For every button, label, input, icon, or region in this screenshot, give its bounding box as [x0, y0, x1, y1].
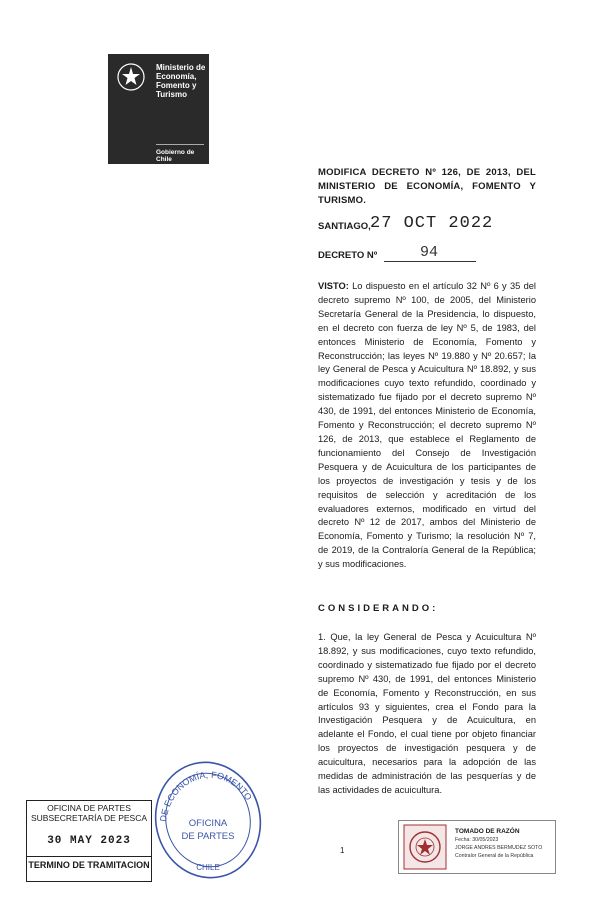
- decree-date: 27 OCT 2022: [370, 214, 494, 233]
- ministry-line: Fomento y: [156, 81, 197, 90]
- svg-text:DE ECONOMÍA, FOMENTO: [158, 770, 254, 823]
- oficina-partes-round-stamp: [148, 752, 268, 882]
- razon-title: TOMADO DE RAZÓN: [455, 828, 520, 835]
- stamp-bottom-text: CHILE: [196, 863, 220, 872]
- tomado-de-razon-stamp: [398, 820, 556, 874]
- razon-office: Contralor General de la República: [455, 853, 534, 859]
- stamp-center-line-2: DE PARTES: [181, 831, 235, 842]
- oficina-partes-stamp: [26, 800, 152, 882]
- visto-paragraph: [318, 280, 536, 572]
- considerando-item-1: 1. Que, la ley General de Pesca y Acuicultura Nº 18.892, y sus modificaciones, cuyo texto refundido, coordinado y sistematizado fue fijado por el decreto supremo Nº 430, de 1991, del entonces Ministerio de Economía, Fomento y Reconstrucción, en sus artículos 93 y siguientes, crea el Fondo para la Investigación Pesquera y de Acuicultura, en adelante el Fondo, el cual tiene por objeto financiar los proyectos de investigación pesquera y de acuicultura, necesarios para la adopción de las medidas de administración de las pesquerías y de las actividades de acuicultura.: [318, 632, 536, 795]
- stamp-divider: [27, 856, 151, 857]
- ministry-line: Turismo: [156, 90, 187, 99]
- stamp-office-line: OFICINA DE PARTES: [47, 803, 131, 813]
- razon-date: Fecha: 30/05/2023: [455, 837, 499, 843]
- government-label: Gobierno de Chile: [156, 149, 195, 163]
- razon-signer: JORGE ANDRES BERMUDEZ SOTO: [455, 845, 543, 851]
- ministry-line: Economía,: [156, 72, 197, 81]
- visto-label: VISTO:: [318, 281, 349, 291]
- stamp-top-text: DE ECONOMÍA, FOMENTO: [158, 769, 254, 823]
- city-label: SANTIAGO,: [318, 221, 371, 232]
- visto-text: Lo dispuesto en el artículo 32 Nº 6 y 35 del decreto supremo Nº 100, de 2005, del Ministerio Secretaría General de la Presidencia, lo dispuesto, en el decreto con fuerza de ley Nº 5, de 1983, del entonces Ministerio de Economía, Fomento y Reconstrucción; las leyes Nº 19.880 y Nº 20.657; la ley General de Pesca y Acuicultura Nº 18.892, y sus modificaciones cuyo texto refundido, coordinado y sistematizado fue fijado por el decreto supremo Nº 430, de 1991, del entonces Ministerio de Economía, Fomento y Reconstrucción; el decreto supremo Nº 126, de 2013, que establece el Reglamento de funcionamiento del Consejo de Investigación Pesquera y de Acuicultura de los participantes de los proyectos de investigación y tesis y de los requisitos de selección y acreditación de los evaluadores externos, modificado en virtud del decreto Nº 12 de 2017, ambos del Ministerio de Economía, Fomento y Turismo; la resolución Nº 7, de 2019, de la Contraloría General de la República; y sus modificaciones.: [318, 281, 536, 570]
- ministry-logo: [108, 54, 209, 164]
- coat-of-arms-icon: [116, 62, 146, 92]
- logo-divider: [156, 144, 204, 145]
- stamp-date: 30 MAY 2023: [47, 835, 131, 847]
- ministry-line: Ministerio de: [156, 63, 206, 72]
- ministry-name: [156, 63, 208, 99]
- decree-title: MODIFICA DECRETO Nº 126, DE 2013, DEL MINISTERIO DE ECONOMÍA, FOMENTO Y TURISMO.: [318, 167, 536, 206]
- contraloria-seal-icon: [403, 824, 447, 870]
- page-number: 1: [340, 846, 345, 855]
- stamp-center-line-1: OFICINA: [188, 818, 228, 829]
- stamp-subsecretaria-line: SUBSECRETARÍA DE PESCA: [30, 813, 148, 823]
- considerando-heading: CONSIDERANDO:: [318, 603, 439, 614]
- decree-number: 94: [420, 244, 439, 261]
- decree-number-underline: [384, 261, 476, 262]
- decree-label: DECRETO Nº: [318, 250, 378, 261]
- stamp-status: TERMINO DE TRAMITACION: [28, 860, 150, 870]
